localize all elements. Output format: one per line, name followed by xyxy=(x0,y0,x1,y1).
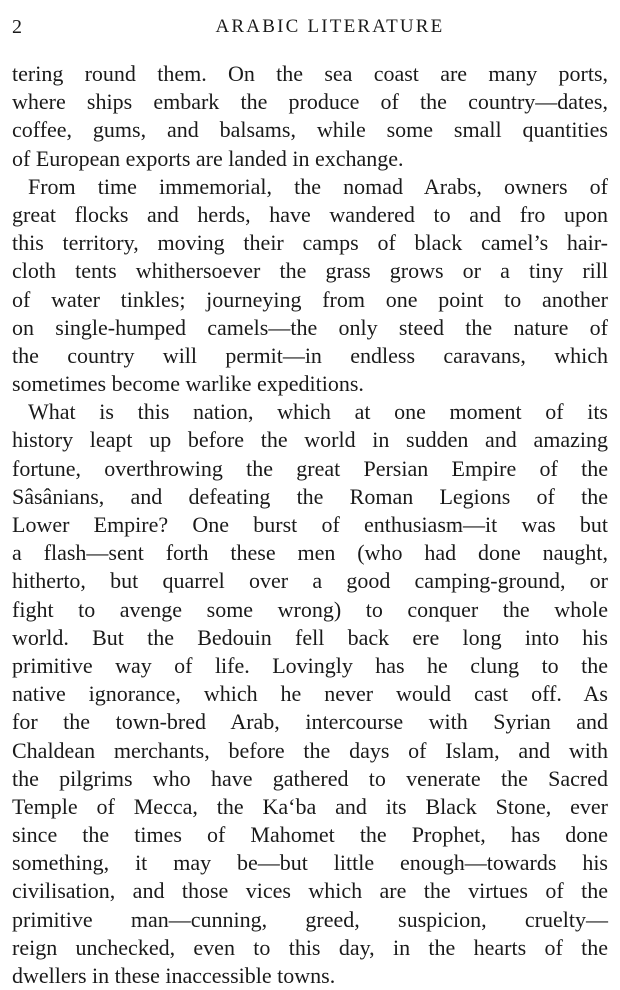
text-line: the country will permit—in endless caravans, which xyxy=(12,342,608,368)
text-line: great flocks and herds, have wandered to and fro upon xyxy=(12,201,608,227)
text-line: where ships embark the produce of the country—dates, xyxy=(12,89,608,115)
text-line: What is this nation, which at one moment of its xyxy=(28,399,608,425)
text-line: the pilgrims who have gathered to venerate the Sacred xyxy=(12,765,608,791)
text-line: reign unchecked, even to this day, in the hearts of the xyxy=(12,934,608,960)
text-line: Chaldean merchants, before the days of Islam, and with xyxy=(12,737,608,763)
paragraph xyxy=(12,398,608,990)
text-line: primitive man—cunning, greed, suspicion, cruelty— xyxy=(12,906,608,932)
page-header xyxy=(12,14,608,44)
text-line: a flash—sent forth these men (who had done naught, xyxy=(12,540,608,566)
text-line: of water tinkles; journeying from one point to another xyxy=(12,286,608,312)
text-line: since the times of Mahomet the Prophet, has done xyxy=(12,822,608,848)
paragraph xyxy=(12,60,608,173)
text-line: Sâsânians, and defeating the Roman Legions of the xyxy=(12,483,608,509)
text-line: this territory, moving their camps of black camel’s hair- xyxy=(12,230,608,256)
text-line: coffee, gums, and balsams, while some small quantities xyxy=(12,117,608,143)
text-line: history leapt up before the world in sudden and amazing xyxy=(12,427,608,453)
running-title: ARABIC LITERATURE xyxy=(215,16,445,37)
text-line: From time immemorial, the nomad Arabs, owners of xyxy=(28,173,608,199)
text-line: on single-humped camels—the only steed the nature of xyxy=(12,314,608,340)
paragraph xyxy=(12,173,608,399)
text-line: dwellers in these inaccessible towns. xyxy=(12,963,336,988)
text-line: civilisation, and those vices which are the virtues of the xyxy=(12,878,608,904)
text-line: Temple of Mecca, the Ka‘ba and its Black Stone, ever xyxy=(12,793,608,819)
text-line: fight to avenge some wrong) to conquer the whole xyxy=(12,596,608,622)
page-number: 2 xyxy=(12,16,23,38)
text-line: primitive way of life. Lovingly has he clung to the xyxy=(12,652,608,678)
text-line: of European exports are landed in exchange. xyxy=(12,145,404,171)
text-line: hitherto, but quarrel over a good camping-ground, or xyxy=(12,568,608,594)
text-line: tering round them. On the sea coast are many ports, xyxy=(12,61,608,86)
text-line: world. But the Bedouin fell back ere long into his xyxy=(12,624,608,650)
text-line: Lower Empire? One burst of enthusiasm—it was but xyxy=(12,512,608,537)
text-line: something, it may be—but little enough—towards his xyxy=(12,850,608,876)
text-line: for the town-bred Arab, intercourse with Syrian and xyxy=(12,709,608,735)
text-line: fortune, overthrowing the great Persian Empire of the xyxy=(12,455,608,481)
text-line: native ignorance, which he never would cast off. As xyxy=(12,681,608,707)
text-line: sometimes become warlike expeditions. xyxy=(12,371,364,397)
text-line: cloth tents whithersoever the grass grows or a tiny rill xyxy=(12,258,608,284)
body-text xyxy=(12,60,608,990)
